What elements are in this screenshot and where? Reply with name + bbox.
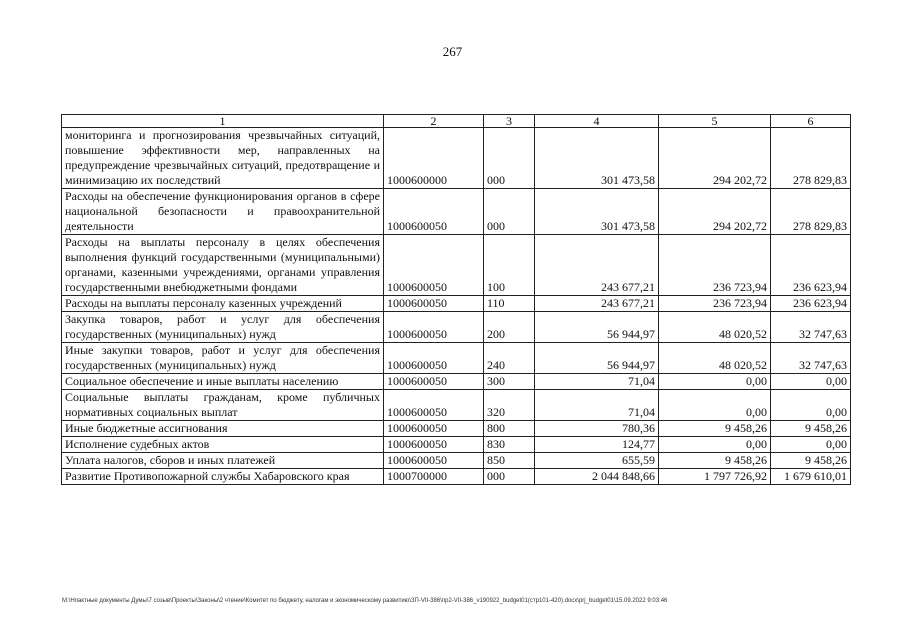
budget-table xyxy=(61,114,851,485)
table-row xyxy=(62,469,851,485)
table-row xyxy=(62,421,851,437)
row-name: Расходы на выплаты персоналу в целях обеспечения выполнения функций государственными (муниципальными) органами, казенными учреждениями, органами управления государственными внебюджетными фондами xyxy=(62,235,384,296)
row-value-col5: 294 202,72 xyxy=(659,189,771,235)
row-expense-type: 300 xyxy=(484,374,535,390)
row-value-col4: 2 044 848,66 xyxy=(535,469,659,485)
row-expense-type: 110 xyxy=(484,296,535,312)
row-code: 1000600050 xyxy=(384,390,484,421)
row-name: Социальные выплаты гражданам, кроме публичных нормативных социальных выплат xyxy=(62,390,384,421)
row-value-col5: 9 458,26 xyxy=(659,453,771,469)
column-header: 1 xyxy=(62,115,384,128)
row-name: Иные закупки товаров, работ и услуг для обеспечения государственных (муниципальных) нужд xyxy=(62,343,384,374)
row-code: 1000600050 xyxy=(384,437,484,453)
row-value-col4: 243 677,21 xyxy=(535,235,659,296)
row-value-col4: 56 944,97 xyxy=(535,312,659,343)
row-name: Уплата налогов, сборов и иных платежей xyxy=(62,453,384,469)
row-name: Развитие Противопожарной службы Хабаровского края xyxy=(62,469,384,485)
table-row xyxy=(62,189,851,235)
row-value-col4: 780,36 xyxy=(535,421,659,437)
table-row xyxy=(62,235,851,296)
row-name: Социальное обеспечение и иные выплаты населению xyxy=(62,374,384,390)
row-expense-type: 100 xyxy=(484,235,535,296)
row-code: 1000600000 xyxy=(384,128,484,189)
row-code: 1000600050 xyxy=(384,235,484,296)
row-code: 1000600050 xyxy=(384,312,484,343)
row-expense-type: 000 xyxy=(484,469,535,485)
row-value-col4: 243 677,21 xyxy=(535,296,659,312)
table-row xyxy=(62,312,851,343)
row-code: 1000600050 xyxy=(384,453,484,469)
table-row xyxy=(62,128,851,189)
row-code: 1000600050 xyxy=(384,421,484,437)
row-value-col5: 1 797 726,92 xyxy=(659,469,771,485)
row-value-col6: 278 829,83 xyxy=(771,128,851,189)
row-expense-type: 240 xyxy=(484,343,535,374)
row-value-col5: 294 202,72 xyxy=(659,128,771,189)
row-value-col6: 9 458,26 xyxy=(771,421,851,437)
row-value-col6: 32 747,63 xyxy=(771,343,851,374)
row-value-col5: 236 723,94 xyxy=(659,296,771,312)
row-value-col6: 236 623,94 xyxy=(771,296,851,312)
row-name: Иные бюджетные ассигнования xyxy=(62,421,384,437)
row-value-col5: 9 458,26 xyxy=(659,421,771,437)
row-expense-type: 200 xyxy=(484,312,535,343)
row-code: 1000700000 xyxy=(384,469,484,485)
row-code: 1000600050 xyxy=(384,343,484,374)
row-name: Расходы на обеспечение функционирования органов в сфере национальной безопасности и правоохранительной деятельности xyxy=(62,189,384,235)
row-expense-type: 830 xyxy=(484,437,535,453)
row-code: 1000600050 xyxy=(384,374,484,390)
row-expense-type: 000 xyxy=(484,128,535,189)
table-row xyxy=(62,437,851,453)
row-value-col5: 236 723,94 xyxy=(659,235,771,296)
row-value-col4: 124,77 xyxy=(535,437,659,453)
row-name: Расходы на выплаты персоналу казенных учреждений xyxy=(62,296,384,312)
row-expense-type: 000 xyxy=(484,189,535,235)
row-value-col6: 9 458,26 xyxy=(771,453,851,469)
row-name: Закупка товаров, работ и услуг для обеспечения государственных (муниципальных) нужд xyxy=(62,312,384,343)
row-value-col4: 71,04 xyxy=(535,374,659,390)
row-value-col5: 0,00 xyxy=(659,437,771,453)
row-value-col6: 236 623,94 xyxy=(771,235,851,296)
column-header-row xyxy=(62,115,851,128)
footer-file-path: M:\Нпактные документы Думы\7 созыв\Проекты\Законы\2 чтение\Комитет по бюджету, налогам и экономическому развитию\ЗП-VII-386\пр2-VII-386_v190922_budget01(стр101-420).docx\prj_budget01\15.09.2022 9:03:46 xyxy=(62,598,668,604)
row-code: 1000600050 xyxy=(384,296,484,312)
row-value-col6: 0,00 xyxy=(771,437,851,453)
column-header: 4 xyxy=(535,115,659,128)
row-name: мониторинга и прогнозирования чрезвычайных ситуаций, повышение эффективности мер, направленных на предупреждение чрезвычайных ситуаций, предотвращение и минимизацию их последствий xyxy=(62,128,384,189)
row-value-col4: 56 944,97 xyxy=(535,343,659,374)
row-value-col4: 71,04 xyxy=(535,390,659,421)
row-value-col5: 48 020,52 xyxy=(659,343,771,374)
table-row xyxy=(62,374,851,390)
row-value-col5: 48 020,52 xyxy=(659,312,771,343)
row-expense-type: 800 xyxy=(484,421,535,437)
row-value-col4: 655,59 xyxy=(535,453,659,469)
row-value-col5: 0,00 xyxy=(659,390,771,421)
table-row xyxy=(62,390,851,421)
row-expense-type: 850 xyxy=(484,453,535,469)
row-value-col6: 1 679 610,01 xyxy=(771,469,851,485)
row-value-col5: 0,00 xyxy=(659,374,771,390)
row-code: 1000600050 xyxy=(384,189,484,235)
column-header: 6 xyxy=(771,115,851,128)
table-row xyxy=(62,453,851,469)
row-value-col4: 301 473,58 xyxy=(535,189,659,235)
column-header: 2 xyxy=(384,115,484,128)
column-header: 5 xyxy=(659,115,771,128)
row-value-col6: 0,00 xyxy=(771,390,851,421)
table-row xyxy=(62,343,851,374)
row-name: Исполнение судебных актов xyxy=(62,437,384,453)
row-value-col4: 301 473,58 xyxy=(535,128,659,189)
row-expense-type: 320 xyxy=(484,390,535,421)
page-number: 267 xyxy=(442,44,463,59)
column-header: 3 xyxy=(484,115,535,128)
row-value-col6: 278 829,83 xyxy=(771,189,851,235)
row-value-col6: 32 747,63 xyxy=(771,312,851,343)
table-row xyxy=(62,296,851,312)
row-value-col6: 0,00 xyxy=(771,374,851,390)
